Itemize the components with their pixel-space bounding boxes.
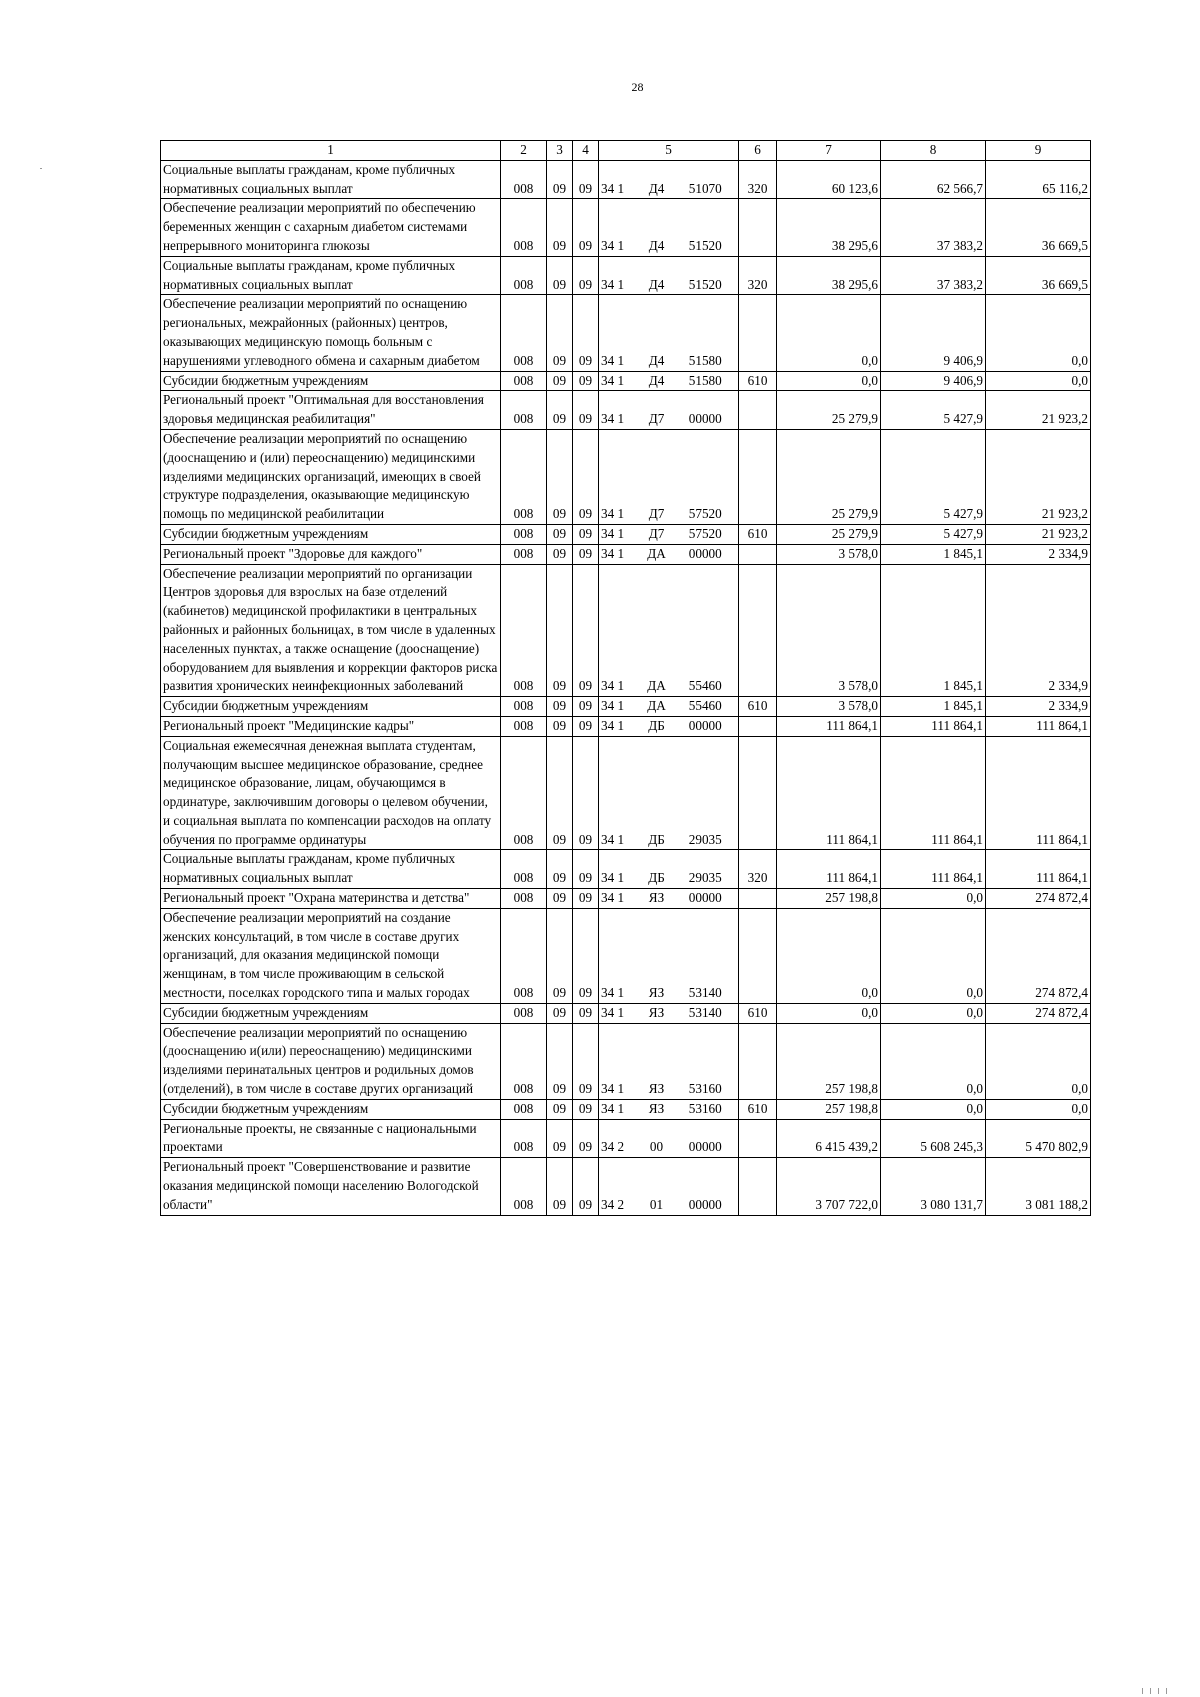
code-expense-type-cell	[739, 908, 777, 1003]
code-direction-cell: 00000	[673, 391, 739, 430]
code-expense-type-cell	[739, 736, 777, 850]
code-subsection-cell: 09	[573, 850, 599, 889]
amount-year-1-cell: 111 864,1	[777, 716, 881, 736]
amount-year-2-cell: 37 383,2	[881, 256, 986, 295]
code-project-cell: ДБ	[641, 736, 673, 850]
amount-year-1-cell: 257 198,8	[777, 1023, 881, 1099]
row-name-cell: Обеспечение реализации мероприятий на создание женских консультаций, в том числе в составе других организаций, для оказания медицинской помощи женщинам, в том числе проживающим в сельской местности, поселках городского типа и малых городах	[161, 908, 501, 1003]
amount-year-2-cell: 0,0	[881, 1099, 986, 1119]
scan-mark	[1166, 1688, 1167, 1694]
amount-year-1-cell: 6 415 439,2	[777, 1119, 881, 1158]
table-row	[161, 256, 1091, 295]
amount-year-2-cell: 9 406,9	[881, 371, 986, 391]
amount-year-1-cell: 0,0	[777, 1003, 881, 1023]
code-subsection-cell: 09	[573, 716, 599, 736]
scan-mark	[40, 168, 42, 169]
amount-year-2-cell: 37 383,2	[881, 199, 986, 256]
code-expense-type-cell	[739, 1119, 777, 1158]
code-expense-type-cell	[739, 391, 777, 430]
code-program-cell: 34 1	[599, 716, 641, 736]
budget-table	[160, 140, 1091, 1216]
code-program-cell: 34 1	[599, 524, 641, 544]
code-project-cell: ЯЗ	[641, 889, 673, 909]
code-ministry-cell: 008	[501, 160, 547, 199]
table-row	[161, 736, 1091, 850]
code-section-cell: 09	[547, 908, 573, 1003]
amount-year-2-cell: 1 845,1	[881, 697, 986, 717]
amount-year-3-cell: 21 923,2	[986, 524, 1091, 544]
code-section-cell: 09	[547, 524, 573, 544]
amount-year-3-cell: 21 923,2	[986, 391, 1091, 430]
row-name-cell: Региональный проект "Медицинские кадры"	[161, 716, 501, 736]
row-name-cell: Обеспечение реализации мероприятий по организации Центров здоровья для взрослых на базе отделений (кабинетов) медицинской профилактики в центральных районных и районных больницах, в том числе в удаленных населенных пунктах, а также оснащение (дооснащение) оборудованием для выявления и коррекции факторов риска развития хронических неинфекционных заболеваний	[161, 564, 501, 697]
code-direction-cell: 53160	[673, 1099, 739, 1119]
code-program-cell: 34 1	[599, 295, 641, 371]
code-subsection-cell: 09	[573, 1003, 599, 1023]
amount-year-1-cell: 38 295,6	[777, 199, 881, 256]
row-name-cell: Региональный проект "Оптимальная для восстановления здоровья медицинская реабилитация"	[161, 391, 501, 430]
code-expense-type-cell	[739, 544, 777, 564]
code-project-cell: 00	[641, 1119, 673, 1158]
code-project-cell: ДА	[641, 544, 673, 564]
code-expense-type-cell: 610	[739, 524, 777, 544]
amount-year-3-cell: 0,0	[986, 1023, 1091, 1099]
code-project-cell: Д4	[641, 256, 673, 295]
amount-year-1-cell: 0,0	[777, 295, 881, 371]
code-section-cell: 09	[547, 256, 573, 295]
amount-year-3-cell: 274 872,4	[986, 908, 1091, 1003]
code-expense-type-cell: 610	[739, 371, 777, 391]
amount-year-1-cell: 38 295,6	[777, 256, 881, 295]
code-direction-cell: 51070	[673, 160, 739, 199]
table-header-row	[161, 141, 1091, 161]
code-subsection-cell: 09	[573, 697, 599, 717]
page-number: 28	[631, 80, 644, 94]
code-project-cell: Д4	[641, 295, 673, 371]
amount-year-2-cell: 62 566,7	[881, 160, 986, 199]
amount-year-2-cell: 5 427,9	[881, 391, 986, 430]
table-row	[161, 199, 1091, 256]
amount-year-2-cell: 0,0	[881, 908, 986, 1003]
row-name-cell: Социальные выплаты гражданам, кроме публичных нормативных социальных выплат	[161, 256, 501, 295]
code-direction-cell: 51520	[673, 256, 739, 295]
amount-year-3-cell: 3 081 188,2	[986, 1158, 1091, 1215]
amount-year-3-cell: 111 864,1	[986, 850, 1091, 889]
amount-year-3-cell: 65 116,2	[986, 160, 1091, 199]
amount-year-3-cell: 0,0	[986, 371, 1091, 391]
amount-year-1-cell: 3 578,0	[777, 697, 881, 717]
code-section-cell: 09	[547, 371, 573, 391]
row-name-cell: Обеспечение реализации мероприятий по оснащению региональных, межрайонных (районных) центров, оказывающих медицинскую помощь больным с нарушениями углеводного обмена и сахарным диабетом	[161, 295, 501, 371]
code-ministry-cell: 008	[501, 524, 547, 544]
amount-year-2-cell: 1 845,1	[881, 564, 986, 697]
code-project-cell: Д4	[641, 371, 673, 391]
amount-year-1-cell: 25 279,9	[777, 524, 881, 544]
amount-year-1-cell: 0,0	[777, 908, 881, 1003]
code-section-cell: 09	[547, 1158, 573, 1215]
row-name-cell: Субсидии бюджетным учреждениям	[161, 697, 501, 717]
code-direction-cell: 55460	[673, 697, 739, 717]
code-program-cell: 34 1	[599, 391, 641, 430]
code-section-cell: 09	[547, 391, 573, 430]
code-ministry-cell: 008	[501, 564, 547, 697]
scan-mark	[1150, 1688, 1151, 1694]
code-program-cell: 34 1	[599, 544, 641, 564]
code-subsection-cell: 09	[573, 1099, 599, 1119]
amount-year-1-cell: 3 578,0	[777, 564, 881, 697]
amount-year-2-cell: 9 406,9	[881, 295, 986, 371]
table-row	[161, 850, 1091, 889]
code-project-cell: Д7	[641, 524, 673, 544]
code-project-cell: ДБ	[641, 850, 673, 889]
code-section-cell: 09	[547, 889, 573, 909]
amount-year-1-cell: 0,0	[777, 371, 881, 391]
header-col-9: 9	[986, 141, 1091, 161]
table-row	[161, 1158, 1091, 1215]
code-section-cell: 09	[547, 1003, 573, 1023]
amount-year-3-cell: 2 334,9	[986, 544, 1091, 564]
amount-year-1-cell: 3 707 722,0	[777, 1158, 881, 1215]
header-col-3: 3	[547, 141, 573, 161]
amount-year-3-cell: 2 334,9	[986, 564, 1091, 697]
code-ministry-cell: 008	[501, 295, 547, 371]
code-expense-type-cell	[739, 564, 777, 697]
code-ministry-cell: 008	[501, 199, 547, 256]
code-subsection-cell: 09	[573, 199, 599, 256]
amount-year-3-cell: 0,0	[986, 1099, 1091, 1119]
amount-year-2-cell: 1 845,1	[881, 544, 986, 564]
row-name-cell: Социальная ежемесячная денежная выплата студентам, получающим высшее медицинское образование, среднее медицинское образование, лицам, обучающимся в ординатуре, заключившим договоры о целевом обучении, и социальная выплата по компенсации расходов на оплату обучения по программе ординатуры	[161, 736, 501, 850]
code-direction-cell: 53160	[673, 1023, 739, 1099]
code-subsection-cell: 09	[573, 908, 599, 1003]
header-col-1: 1	[161, 141, 501, 161]
code-section-cell: 09	[547, 160, 573, 199]
table-body	[161, 160, 1091, 1215]
row-name-cell: Субсидии бюджетным учреждениям	[161, 1099, 501, 1119]
code-direction-cell: 55460	[673, 564, 739, 697]
amount-year-2-cell: 5 427,9	[881, 429, 986, 524]
code-project-cell: Д7	[641, 391, 673, 430]
amount-year-1-cell: 111 864,1	[777, 850, 881, 889]
code-program-cell: 34 1	[599, 1023, 641, 1099]
code-program-cell: 34 1	[599, 889, 641, 909]
code-section-cell: 09	[547, 736, 573, 850]
table-row	[161, 1099, 1091, 1119]
code-direction-cell: 51520	[673, 199, 739, 256]
code-program-cell: 34 1	[599, 160, 641, 199]
code-direction-cell: 53140	[673, 1003, 739, 1023]
amount-year-2-cell: 3 080 131,7	[881, 1158, 986, 1215]
code-section-cell: 09	[547, 1119, 573, 1158]
code-direction-cell: 00000	[673, 544, 739, 564]
code-project-cell: ЯЗ	[641, 1003, 673, 1023]
table-row	[161, 908, 1091, 1003]
amount-year-3-cell: 0,0	[986, 295, 1091, 371]
code-ministry-cell: 008	[501, 1099, 547, 1119]
code-expense-type-cell	[739, 716, 777, 736]
header-col-2: 2	[501, 141, 547, 161]
code-expense-type-cell	[739, 429, 777, 524]
amount-year-3-cell: 274 872,4	[986, 889, 1091, 909]
code-direction-cell: 00000	[673, 1119, 739, 1158]
scan-mark	[1158, 1688, 1159, 1694]
code-ministry-cell: 008	[501, 1003, 547, 1023]
table-row	[161, 524, 1091, 544]
code-direction-cell: 29035	[673, 736, 739, 850]
row-name-cell: Региональный проект "Охрана материнства и детства"	[161, 889, 501, 909]
code-project-cell: ДА	[641, 697, 673, 717]
code-subsection-cell: 09	[573, 889, 599, 909]
code-direction-cell: 57520	[673, 429, 739, 524]
row-name-cell: Региональные проекты, не связанные с национальными проектами	[161, 1119, 501, 1158]
table-row	[161, 1023, 1091, 1099]
code-subsection-cell: 09	[573, 371, 599, 391]
code-program-cell: 34 1	[599, 908, 641, 1003]
amount-year-3-cell: 111 864,1	[986, 736, 1091, 850]
code-ministry-cell: 008	[501, 736, 547, 850]
code-section-cell: 09	[547, 564, 573, 697]
amount-year-1-cell: 25 279,9	[777, 391, 881, 430]
amount-year-1-cell: 111 864,1	[777, 736, 881, 850]
code-subsection-cell: 09	[573, 391, 599, 430]
amount-year-3-cell: 36 669,5	[986, 256, 1091, 295]
code-expense-type-cell: 610	[739, 697, 777, 717]
code-expense-type-cell	[739, 295, 777, 371]
code-section-cell: 09	[547, 1023, 573, 1099]
code-subsection-cell: 09	[573, 524, 599, 544]
code-subsection-cell: 09	[573, 1158, 599, 1215]
row-name-cell: Обеспечение реализации мероприятий по оснащению (дооснащению и(или) переоснащению) медицинскими изделиями перинатальных центров и родильных домов (отделений), в том числе в составе других организаций	[161, 1023, 501, 1099]
amount-year-1-cell: 60 123,6	[777, 160, 881, 199]
amount-year-2-cell: 111 864,1	[881, 736, 986, 850]
code-ministry-cell: 008	[501, 1119, 547, 1158]
code-direction-cell: 00000	[673, 889, 739, 909]
code-program-cell: 34 1	[599, 1099, 641, 1119]
code-program-cell: 34 1	[599, 256, 641, 295]
code-project-cell: 01	[641, 1158, 673, 1215]
header-col-4: 4	[573, 141, 599, 161]
code-subsection-cell: 09	[573, 160, 599, 199]
amount-year-1-cell: 257 198,8	[777, 889, 881, 909]
code-ministry-cell: 008	[501, 850, 547, 889]
row-name-cell: Субсидии бюджетным учреждениям	[161, 1003, 501, 1023]
code-project-cell: ДА	[641, 564, 673, 697]
table-row	[161, 295, 1091, 371]
amount-year-1-cell: 25 279,9	[777, 429, 881, 524]
code-program-cell: 34 1	[599, 199, 641, 256]
code-subsection-cell: 09	[573, 1119, 599, 1158]
amount-year-2-cell: 0,0	[881, 889, 986, 909]
code-section-cell: 09	[547, 429, 573, 524]
header-col-7: 7	[777, 141, 881, 161]
code-expense-type-cell	[739, 199, 777, 256]
code-ministry-cell: 008	[501, 544, 547, 564]
code-expense-type-cell	[739, 1158, 777, 1215]
table-row	[161, 889, 1091, 909]
amount-year-1-cell: 3 578,0	[777, 544, 881, 564]
code-program-cell: 34 1	[599, 564, 641, 697]
code-project-cell: ЯЗ	[641, 1099, 673, 1119]
amount-year-2-cell: 0,0	[881, 1003, 986, 1023]
row-name-cell: Социальные выплаты гражданам, кроме публичных нормативных социальных выплат	[161, 850, 501, 889]
amount-year-3-cell: 36 669,5	[986, 199, 1091, 256]
header-col-6: 6	[739, 141, 777, 161]
table-row	[161, 716, 1091, 736]
code-project-cell: Д4	[641, 160, 673, 199]
scan-mark	[1142, 1688, 1143, 1694]
code-ministry-cell: 008	[501, 429, 547, 524]
code-section-cell: 09	[547, 199, 573, 256]
amount-year-3-cell: 111 864,1	[986, 716, 1091, 736]
code-expense-type-cell	[739, 889, 777, 909]
code-ministry-cell: 008	[501, 256, 547, 295]
amount-year-2-cell: 5 608 245,3	[881, 1119, 986, 1158]
code-section-cell: 09	[547, 850, 573, 889]
code-subsection-cell: 09	[573, 564, 599, 697]
code-ministry-cell: 008	[501, 1023, 547, 1099]
code-section-cell: 09	[547, 544, 573, 564]
code-section-cell: 09	[547, 1099, 573, 1119]
table-row	[161, 697, 1091, 717]
amount-year-1-cell: 257 198,8	[777, 1099, 881, 1119]
code-ministry-cell: 008	[501, 1158, 547, 1215]
code-project-cell: ЯЗ	[641, 908, 673, 1003]
code-subsection-cell: 09	[573, 544, 599, 564]
code-expense-type-cell: 320	[739, 850, 777, 889]
table-row	[161, 429, 1091, 524]
table-row	[161, 1119, 1091, 1158]
code-project-cell: ДБ	[641, 716, 673, 736]
code-direction-cell: 51580	[673, 371, 739, 391]
code-direction-cell: 57520	[673, 524, 739, 544]
amount-year-3-cell: 274 872,4	[986, 1003, 1091, 1023]
code-expense-type-cell: 610	[739, 1099, 777, 1119]
code-expense-type-cell: 320	[739, 160, 777, 199]
amount-year-2-cell: 0,0	[881, 1023, 986, 1099]
code-subsection-cell: 09	[573, 295, 599, 371]
code-program-cell: 34 2	[599, 1119, 641, 1158]
code-project-cell: ЯЗ	[641, 1023, 673, 1099]
row-name-cell: Социальные выплаты гражданам, кроме публичных нормативных социальных выплат	[161, 160, 501, 199]
code-subsection-cell: 09	[573, 429, 599, 524]
amount-year-2-cell: 111 864,1	[881, 850, 986, 889]
code-program-cell: 34 1	[599, 850, 641, 889]
code-direction-cell: 29035	[673, 850, 739, 889]
row-name-cell: Региональный проект "Совершенствование и развитие оказания медицинской помощи населению Вологодской области"	[161, 1158, 501, 1215]
code-ministry-cell: 008	[501, 889, 547, 909]
code-direction-cell: 53140	[673, 908, 739, 1003]
code-expense-type-cell: 610	[739, 1003, 777, 1023]
code-program-cell: 34 1	[599, 371, 641, 391]
table-row	[161, 544, 1091, 564]
code-ministry-cell: 008	[501, 908, 547, 1003]
code-program-cell: 34 1	[599, 429, 641, 524]
table-row	[161, 160, 1091, 199]
code-program-cell: 34 1	[599, 1003, 641, 1023]
code-program-cell: 34 1	[599, 697, 641, 717]
code-subsection-cell: 09	[573, 736, 599, 850]
table-row	[161, 1003, 1091, 1023]
code-ministry-cell: 008	[501, 371, 547, 391]
code-section-cell: 09	[547, 697, 573, 717]
code-section-cell: 09	[547, 295, 573, 371]
code-direction-cell: 00000	[673, 716, 739, 736]
code-ministry-cell: 008	[501, 697, 547, 717]
amount-year-2-cell: 111 864,1	[881, 716, 986, 736]
amount-year-3-cell: 21 923,2	[986, 429, 1091, 524]
row-name-cell: Обеспечение реализации мероприятий по обеспечению беременных женщин с сахарным диабетом системами непрерывного мониторинга глюкозы	[161, 199, 501, 256]
header-col-8: 8	[881, 141, 986, 161]
table-row	[161, 564, 1091, 697]
amount-year-3-cell: 5 470 802,9	[986, 1119, 1091, 1158]
code-expense-type-cell: 320	[739, 256, 777, 295]
code-direction-cell: 00000	[673, 1158, 739, 1215]
code-expense-type-cell	[739, 1023, 777, 1099]
row-name-cell: Субсидии бюджетным учреждениям	[161, 371, 501, 391]
header-col-5: 5	[599, 141, 739, 161]
code-program-cell: 34 2	[599, 1158, 641, 1215]
code-ministry-cell: 008	[501, 391, 547, 430]
table-row	[161, 371, 1091, 391]
code-direction-cell: 51580	[673, 295, 739, 371]
code-project-cell: Д4	[641, 199, 673, 256]
row-name-cell: Региональный проект "Здоровье для каждого"	[161, 544, 501, 564]
code-program-cell: 34 1	[599, 736, 641, 850]
amount-year-2-cell: 5 427,9	[881, 524, 986, 544]
row-name-cell: Субсидии бюджетным учреждениям	[161, 524, 501, 544]
code-section-cell: 09	[547, 716, 573, 736]
code-subsection-cell: 09	[573, 256, 599, 295]
code-subsection-cell: 09	[573, 1023, 599, 1099]
code-project-cell: Д7	[641, 429, 673, 524]
row-name-cell: Обеспечение реализации мероприятий по оснащению (дооснащению и (или) переоснащению) медицинскими изделиями медицинских организаций, имеющих в своей структуре подразделения, оказывающие медицинскую помощь по медицинской реабилитации	[161, 429, 501, 524]
code-ministry-cell: 008	[501, 716, 547, 736]
amount-year-3-cell: 2 334,9	[986, 697, 1091, 717]
table-row	[161, 391, 1091, 430]
